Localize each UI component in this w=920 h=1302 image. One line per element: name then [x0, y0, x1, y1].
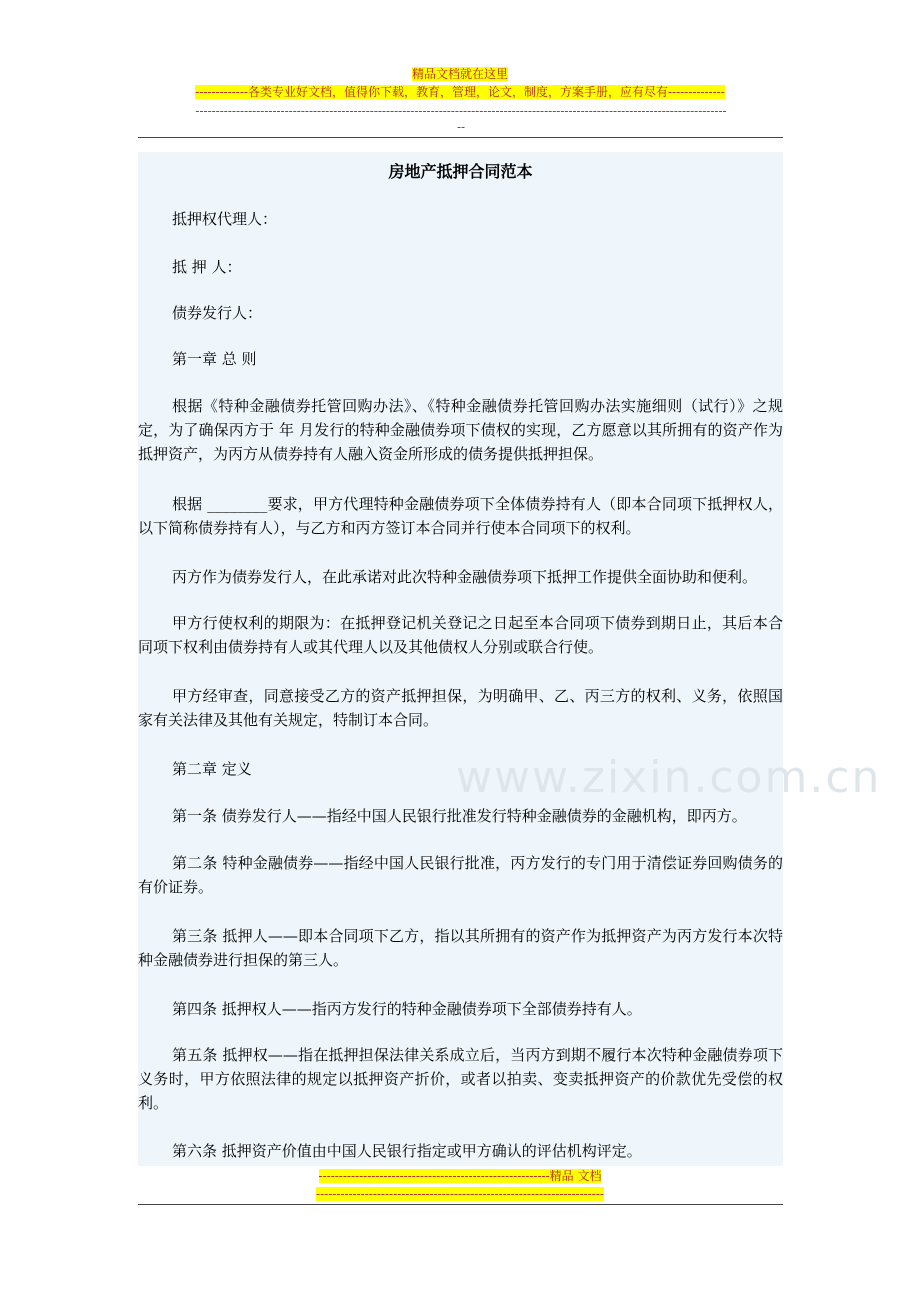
paragraph: 根据《特种金融债券托管回购办法》、《特种金融债券托管回购办法实施细则（试行）》之规定，为了确保丙方于 年 月发行的特种金融债券项下债权的实现，乙方愿意以其所拥有的资产作为抵押资产，为丙方从债券持有人融入资金所形成的债务提供抵押担保。: [138, 397, 783, 463]
paragraph: 第五条 抵押权——指在抵押担保法律关系成立后，当丙方到期不履行本次特种金融债券项下义务时，甲方依照法律的规定以抵押资产折价，或者以拍卖、变卖抵押资产的价款优先受偿的权利。: [138, 1046, 783, 1112]
paragraph: 第二条 特种金融债券——指经中国人民银行批准，丙方发行的专门用于清偿证券回购债务的有价证券。: [138, 854, 783, 896]
paragraph: 丙方作为债券发行人，在此承诺对此次特种金融债券项下抵押工作提供全面协助和便利。: [172, 568, 758, 586]
paragraph: 抵押权代理人：: [172, 210, 278, 228]
watermark: www.zixin.com.cn: [456, 752, 882, 803]
document-body: [138, 152, 882, 1166]
footer-line-1: [0, 1169, 920, 1184]
paragraph: 抵 押 人：: [172, 258, 242, 276]
footer-dash-line: -----------------------------------------------------------------------: [316, 1187, 604, 1201]
header-divider: [138, 137, 783, 138]
paragraph: 第四条 抵押权人——指丙方发行的特种金融债券项下全部债券持有人。: [172, 1000, 642, 1018]
paragraph: 第六条 抵押资产价值由中国人民银行指定或甲方确认的评估机构评定。: [172, 1142, 642, 1160]
paragraph: 债券发行人：: [172, 304, 263, 322]
footer-line-2: [0, 1187, 920, 1202]
header-banner: -------------各类专业好文档，值得你下载，教育，管理，论文，制度，方案手册，应有尽有--------------: [195, 85, 725, 99]
footer-banner: ---------------------------------------------------------精品 文档: [318, 1169, 602, 1183]
paragraph: 甲方经审查，同意接受乙方的资产抵押担保，为明确甲、乙、丙三方的权利、义务，依照国家有关法律及其他有关规定，特制订本合同。: [138, 687, 783, 729]
document-title: 房地产抵押合同范本: [388, 162, 533, 181]
paragraph: 第一条 债券发行人——指经中国人民银行批准发行特种金融债券的金融机构，即丙方。: [172, 807, 747, 825]
header-line-1: [0, 66, 920, 82]
paragraph: 根据 ________要求，甲方代理特种金融债券项下全体债券持有人（即本合同项下抵押权人，以下简称债券持有人），与乙方和丙方签订本合同并行使本合同项下的权利。: [138, 495, 783, 537]
paragraph: 第三条 抵押人——即本合同项下乙方，指以其所拥有的资产作为抵押资产为丙方发行本次特种金融债券进行担保的第三人。: [138, 927, 783, 969]
header-dash-line-end: --: [456, 120, 466, 134]
chapter-heading: 第二章 定义: [172, 760, 252, 778]
chapter-heading: 第一章 总 则: [172, 350, 257, 368]
paragraph: 甲方行使权利的期限为：在抵押登记机关登记之日起至本合同项下债券到期日止，其后本合同项下权利由债券持有人或其代理人以及其他债权人分别或联合行使。: [138, 614, 783, 656]
header-dash-line: -----------------------------------------------------------------------------------------------------------------------------------: [195, 104, 727, 118]
header-tagline: 精品文档就在这里: [411, 67, 508, 81]
footer-divider: [138, 1204, 783, 1205]
header-line-2: [0, 84, 920, 100]
